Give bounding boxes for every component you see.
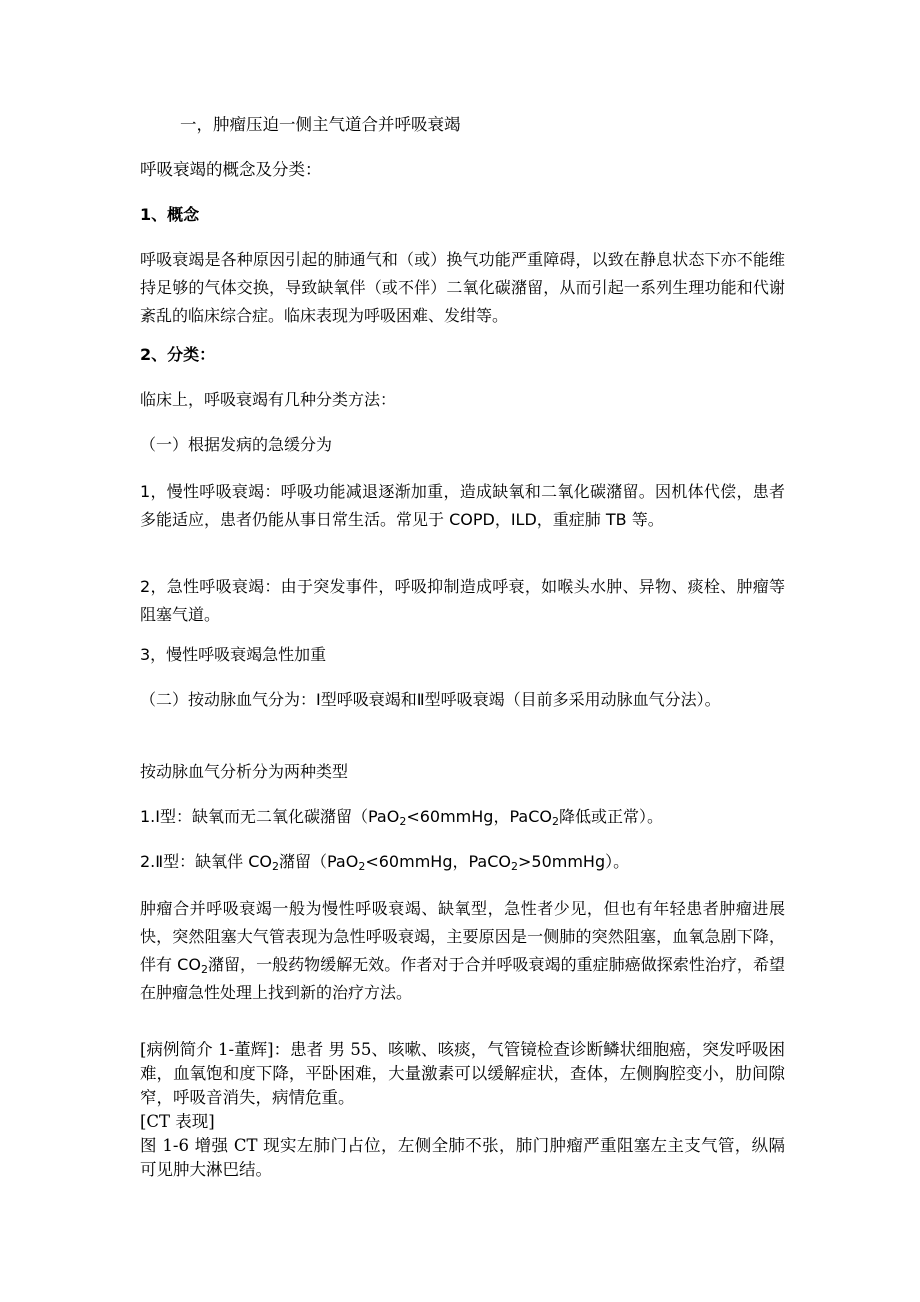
type1-line: 1.Ⅰ型：缺氧而无二氧化碳潴留（PaO$_2$<60mmHg，PaCO$_2$降低或正常）。 [140, 807, 663, 828]
section1-heading: 1、概念 [140, 205, 200, 224]
case-intro: [病例简介 1-董辉]：患者 男 55、咳嗽、咳痰，气管镜检查诊断鳞状细胞癌，突发呼吸困难，血氧饱和度下降，平卧困难，大量激素可以缓解症状，查体，左侧胸腔变小，肋间隙窄，呼吸音消失，病情危重。 [140, 1040, 785, 1107]
type2-line: 2.Ⅱ型：缺氧伴 $CO_2$潴留（PaO$_2$<60mmHg，PaCO$_2$>50mmHg）。 [140, 852, 630, 873]
section1-paragraph: 呼吸衰竭是各种原因引起的肺通气和（或）换气功能严重障碍，以致在静息状态下亦不能维持足够的气体交换，导致缺氧伴（或不伴）二氧化碳潴留，从而引起一系列生理功能和代谢紊乱的临床综合症。临床表现为呼吸困难、发绀等。 [140, 250, 785, 325]
page-title: 一，肿瘤压迫一侧主气道合并呼吸衰竭 [180, 115, 461, 134]
concept-heading: 呼吸衰竭的概念及分类： [140, 160, 322, 179]
subsection2-heading: （二）按动脉血气分为：Ⅰ型呼吸衰竭和Ⅱ型呼吸衰竭（目前多采用动脉血气分法）。 [140, 690, 721, 709]
ct-description: 图 1-6 增强 CT 现实左肺门占位，左侧全肺不张，肺门肿瘤严重阻塞左主支气管，纵隔可见肿大淋巴结。 [140, 1136, 785, 1179]
list-item-acute: 2，急性呼吸衰竭：由于突发事件，呼吸抑制造成呼衰，如喉头水肿、异物、痰栓、肿瘤等阻塞气道。 [140, 577, 785, 624]
section2-intro: 临床上，呼吸衰竭有几种分类方法： [140, 390, 397, 409]
subsection1-heading: （一）根据发病的急缓分为 [140, 435, 333, 454]
blood-gas-intro: 按动脉血气分析分为两种类型 [140, 762, 349, 781]
ct-label: [CT 表现] [140, 1112, 215, 1131]
summary-paragraph: 肿瘤合并呼吸衰竭一般为慢性呼吸衰竭、缺氧型，急性者少见，但也有年轻患者肿瘤进展快，突然阻塞大气管表现为急性呼吸衰竭，主要原因是一侧肺的突然阻塞，血氧急剧下降，伴有 $CO_2$潴留，一般药物缓解无效。作者对于合并呼吸衰竭的重症肺癌做探索性治疗，希望在肿瘤急性处理上找到新的治疗方法。 [140, 899, 785, 1002]
list-item-chronic-acute: 3，慢性呼吸衰竭急性加重 [140, 645, 327, 664]
section2-heading: 2、分类： [140, 345, 216, 364]
list-item-chronic: 1，慢性呼吸衰竭：呼吸功能减退逐渐加重，造成缺氧和二氧化碳潴留。因机体代偿，患者多能适应，患者仍能从事日常生活。常见于 COPD，ILD，重症肺 TB 等。 [140, 482, 785, 529]
